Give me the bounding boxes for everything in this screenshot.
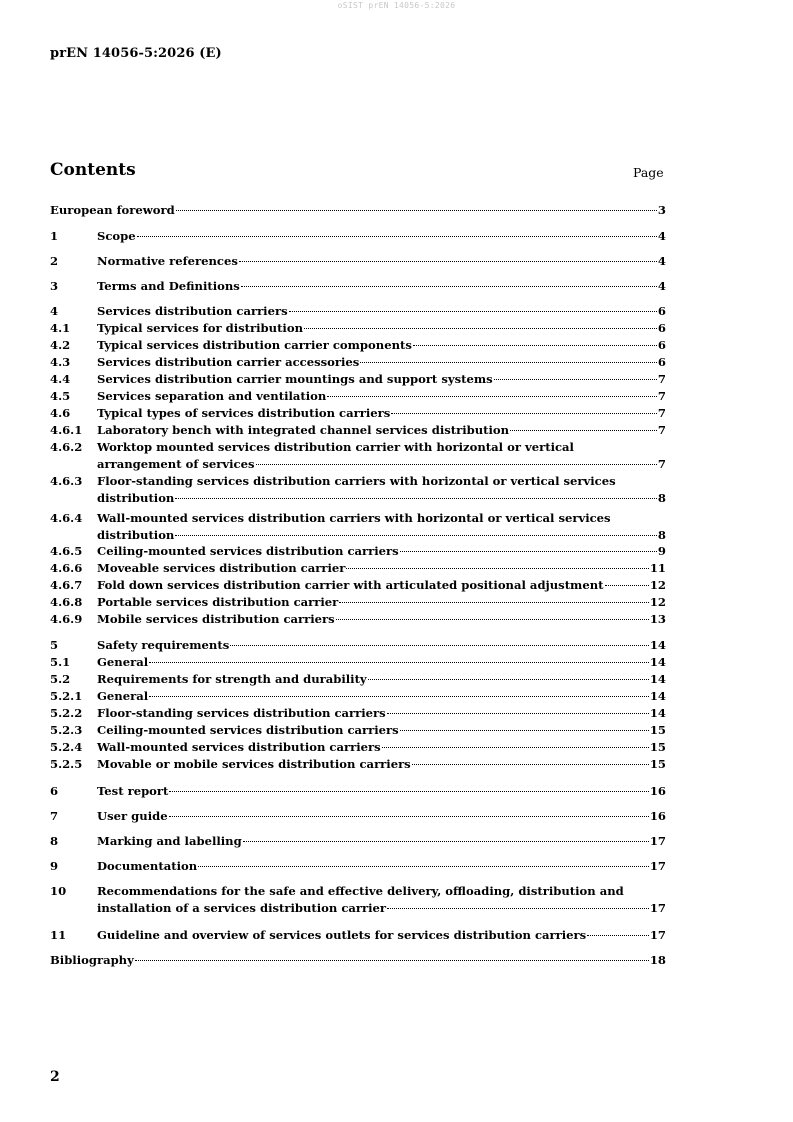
toc-entry[interactable]: [50, 952, 666, 969]
toc-entry-page: 15: [649, 740, 666, 754]
toc-entry-title: Guideline and overview of services outlets for services distribution carriers: [97, 928, 587, 942]
toc-entry-number: 4.4: [50, 372, 71, 386]
toc-entry-number: 5.2.3: [50, 723, 83, 737]
toc-entry-number: 4.6.7: [50, 578, 83, 592]
toc-entry-page: 7: [657, 457, 666, 471]
toc-entry-number: 4.6.1: [50, 423, 83, 437]
dot-leader: [169, 791, 648, 792]
toc-entry-title: Bibliography: [50, 953, 134, 967]
toc-entry-title: Scope: [97, 229, 136, 243]
toc-entry-number: 4.2: [50, 338, 71, 352]
toc-entry[interactable]: [50, 611, 666, 628]
toc-entry-page: 12: [649, 578, 666, 592]
dot-leader: [382, 747, 649, 748]
toc-entry-title: Typical types of services distribution carriers: [97, 406, 391, 420]
toc-entry[interactable]: [50, 371, 666, 388]
dot-leader: [289, 311, 657, 312]
toc-entry-number: 4.1: [50, 321, 71, 335]
toc-entry-page: 4: [657, 229, 666, 243]
dot-leader: [304, 328, 657, 329]
toc-entry[interactable]: [50, 756, 666, 773]
dot-leader: [169, 816, 649, 817]
toc-entry-number: 4.6.6: [50, 561, 83, 575]
toc-entry-title: Worktop mounted services distribution carrier with horizontal or vertical: [97, 440, 574, 454]
toc-entry-page: 4: [657, 279, 666, 293]
toc-entry-number: 1: [50, 229, 59, 243]
toc-entry[interactable]: [50, 654, 666, 671]
toc-entry-page: 6: [657, 355, 666, 369]
toc-entry-page: 11: [649, 561, 666, 575]
toc-entry-number: 5.2.5: [50, 757, 83, 771]
toc-entry[interactable]: [50, 337, 666, 354]
toc-entry-number: 4.6.9: [50, 612, 83, 626]
toc-entry-title: General: [97, 689, 149, 703]
toc-entry-number: 4.3: [50, 355, 71, 369]
toc-entry-page: 15: [649, 757, 666, 771]
dot-leader: [175, 498, 657, 499]
toc-entry-title: Ceiling-mounted services distribution carriers: [97, 723, 399, 737]
toc-entry-page: 14: [649, 655, 666, 669]
toc-entry-page: 7: [657, 389, 666, 403]
toc-entry-number: 5.2.1: [50, 689, 83, 703]
toc-entry-page: 4: [657, 254, 666, 268]
dot-leader: [368, 679, 649, 680]
toc-entry-title-continued: distribution: [97, 491, 175, 505]
toc-entry-title: Wall-mounted services distribution carriers: [97, 740, 381, 754]
dot-leader: [400, 730, 649, 731]
toc-entry-title: Normative references: [97, 254, 238, 268]
toc-entry-number: 11: [50, 928, 67, 942]
toc-entry-page: 6: [657, 304, 666, 318]
page-column-label: Page: [633, 165, 664, 180]
dot-leader: [256, 464, 657, 465]
toc-entry-number: 4.6.8: [50, 595, 83, 609]
toc-entry[interactable]: [50, 253, 666, 270]
toc-entry-title: Services distribution carriers: [97, 304, 288, 318]
toc-entry-title: European foreword: [50, 203, 175, 217]
toc-entry[interactable]: [50, 927, 666, 944]
dot-leader: [149, 696, 649, 697]
toc-entry-title: Terms and Definitions: [97, 279, 240, 293]
toc-entry[interactable]: [50, 594, 666, 611]
toc-entry-number: 5.2.4: [50, 740, 83, 754]
toc-entry-title-continued: distribution: [97, 528, 175, 542]
toc-entry-title: Typical services for distribution: [97, 321, 303, 335]
toc-entry-title: Fold down services distribution carrier with articulated positional adjustment: [97, 578, 604, 592]
toc-entry[interactable]: [50, 671, 666, 688]
toc-entry[interactable]: [50, 637, 666, 654]
watermark: oSIST prEN 14056-5:2026: [337, 1, 456, 10]
toc-entry-title: Services distribution carrier mountings and support systems: [97, 372, 493, 386]
toc-entry-number: 4.6: [50, 406, 71, 420]
toc-entry-number: 4.6.5: [50, 544, 83, 558]
toc-entry-page: 17: [649, 928, 666, 942]
toc-entry[interactable]: [50, 705, 666, 722]
toc-entry-title: Floor-standing services distribution carriers: [97, 706, 386, 720]
toc-entry-number: 4.6.4: [50, 511, 83, 525]
toc-entry-title: Marking and labelling: [97, 834, 242, 848]
dot-leader: [198, 866, 649, 867]
toc-entry-title: Safety requirements: [97, 638, 230, 652]
toc-entry-page: 16: [649, 784, 666, 798]
toc-entry-title: Recommendations for the safe and effective delivery, offloading, distribution and: [97, 884, 624, 898]
toc-entry-page: 6: [657, 338, 666, 352]
toc-entry-number: 2: [50, 254, 59, 268]
toc-entry-title: Laboratory bench with integrated channel services distribution: [97, 423, 510, 437]
toc-entry-title: User guide: [97, 809, 168, 823]
toc-entry-page: 8: [657, 491, 666, 505]
toc-entry-number: 4: [50, 304, 59, 318]
toc-entry[interactable]: [50, 883, 666, 917]
toc-entry-page: 17: [649, 901, 666, 915]
document-id-header: prEN 14056-5:2026 (E): [50, 46, 222, 61]
dot-leader: [176, 210, 657, 211]
toc-entry[interactable]: [50, 739, 666, 756]
toc-entry-page: 13: [649, 612, 666, 626]
dot-leader: [339, 602, 649, 603]
toc-entry-title: Test report: [97, 784, 169, 798]
toc-entry-title: Typical services distribution carrier components: [97, 338, 412, 352]
dot-leader: [387, 908, 649, 909]
dot-leader: [243, 841, 649, 842]
toc-entry-page: 9: [657, 544, 666, 558]
toc-entry-number: 7: [50, 809, 59, 823]
toc-entry[interactable]: [50, 303, 666, 320]
toc-entry-title: General: [97, 655, 149, 669]
toc-entry-page: 7: [657, 423, 666, 437]
toc-entry-page: 16: [649, 809, 666, 823]
dot-leader: [605, 585, 649, 586]
dot-leader: [391, 413, 657, 414]
dot-leader: [137, 236, 657, 237]
toc-entry-title: Requirements for strength and durability: [97, 672, 367, 686]
dot-leader: [175, 535, 657, 536]
dot-leader: [360, 362, 657, 363]
toc-entry[interactable]: [50, 354, 666, 371]
dot-leader: [135, 960, 649, 961]
toc-entry-page: 14: [649, 689, 666, 703]
dot-leader: [412, 764, 649, 765]
toc-entry-number: 5.2.2: [50, 706, 83, 720]
toc-entry-title: Movable or mobile services distribution carriers: [97, 757, 411, 771]
toc-entry-page: 7: [657, 372, 666, 386]
toc-entry[interactable]: [50, 577, 666, 594]
toc-entry[interactable]: [50, 439, 666, 473]
dot-leader: [494, 379, 657, 380]
toc-entry-title: Moveable services distribution carrier: [97, 561, 346, 575]
toc-entry-title: Services separation and ventilation: [97, 389, 327, 403]
dot-leader: [400, 551, 657, 552]
toc-entry-title: Floor-standing services distribution carriers with horizontal or vertical services: [97, 474, 616, 488]
toc-entry-title: Documentation: [97, 859, 198, 873]
toc-entry-number: 4.6.3: [50, 474, 83, 488]
dot-leader: [413, 345, 657, 346]
toc-entry[interactable]: [50, 202, 666, 219]
toc-entry[interactable]: [50, 688, 666, 705]
toc-entry[interactable]: [50, 473, 666, 507]
toc-entry[interactable]: [50, 422, 666, 439]
toc-entry-page: 17: [649, 859, 666, 873]
toc-entry-title: Ceiling-mounted services distribution carriers: [97, 544, 399, 558]
toc-entry[interactable]: [50, 405, 666, 422]
toc-entry-number: 8: [50, 834, 59, 848]
dot-leader: [387, 713, 649, 714]
toc-entry[interactable]: [50, 858, 666, 875]
dot-leader: [510, 430, 657, 431]
toc-entry-page: 7: [657, 406, 666, 420]
toc-entry-page: 14: [649, 638, 666, 652]
toc-entry-number: 4.6.2: [50, 440, 83, 454]
toc-entry[interactable]: [50, 543, 666, 560]
toc-entry-number: 5.2: [50, 672, 71, 686]
dot-leader: [346, 568, 649, 569]
dot-leader: [230, 645, 649, 646]
dot-leader: [239, 261, 657, 262]
page-number: 2: [50, 1069, 60, 1085]
toc-entry[interactable]: [50, 560, 666, 577]
toc-entry[interactable]: [50, 783, 666, 800]
toc-entry-number: 9: [50, 859, 59, 873]
toc-entry-number: 4.5: [50, 389, 71, 403]
toc-entry-title-continued: installation of a services distribution carrier: [97, 901, 387, 915]
toc-entry-title-continued: arrangement of services: [97, 457, 255, 471]
toc-entry[interactable]: [50, 228, 666, 245]
toc-entry-title: Services distribution carrier accessories: [97, 355, 360, 369]
toc-entry[interactable]: [50, 320, 666, 337]
toc-entry-page: 17: [649, 834, 666, 848]
toc-entry[interactable]: [50, 278, 666, 295]
toc-entry-number: 3: [50, 279, 59, 293]
toc-entry-title: Mobile services distribution carriers: [97, 612, 335, 626]
toc-entry-page: 12: [649, 595, 666, 609]
dot-leader: [587, 935, 649, 936]
toc-entry-number: 5.1: [50, 655, 71, 669]
toc-entry-page: 6: [657, 321, 666, 335]
toc-entry-number: 6: [50, 784, 59, 798]
dot-leader: [336, 619, 649, 620]
toc-entry-page: 14: [649, 672, 666, 686]
toc-entry-page: 18: [649, 953, 666, 967]
toc-entry-page: 15: [649, 723, 666, 737]
toc-entry[interactable]: [50, 388, 666, 405]
toc-entry-number: 10: [50, 884, 67, 898]
toc-entry[interactable]: [50, 510, 666, 544]
contents-title: Contents: [50, 160, 136, 180]
toc-entry[interactable]: [50, 722, 666, 739]
toc-entry-page: 14: [649, 706, 666, 720]
toc-entry-page: 8: [657, 528, 666, 542]
dot-leader: [241, 286, 657, 287]
toc-entry-page: 3: [657, 203, 666, 217]
toc-entry-number: 5: [50, 638, 59, 652]
toc-entry-title: Wall-mounted services distribution carriers with horizontal or vertical services: [97, 511, 611, 525]
dot-leader: [327, 396, 657, 397]
toc-entry[interactable]: [50, 833, 666, 850]
dot-leader: [149, 662, 649, 663]
toc-entry[interactable]: [50, 808, 666, 825]
toc-entry-title: Portable services distribution carrier: [97, 595, 339, 609]
